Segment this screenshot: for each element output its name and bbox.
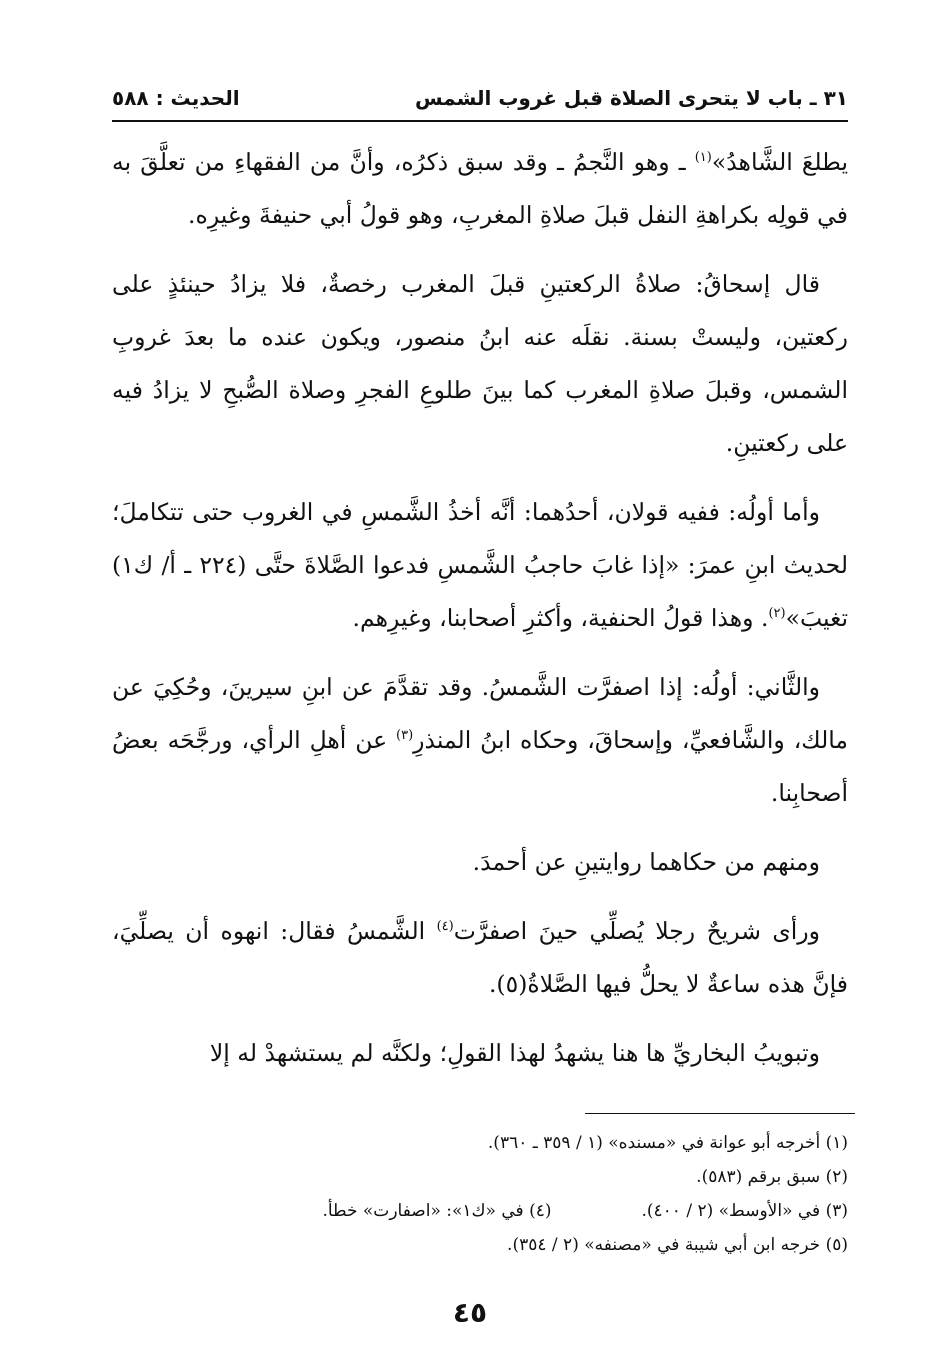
paragraph-1: يطلعَ الشَّاهدُ»$^{(١)}$ ـ وهو النَّجمُ ـ وقد سبق ذكرُه، وأنَّ من الفقهاءِ من تعلَّقَ به في قولِه بكراهةِ النفل قبلَ صلاةِ المغربِ، وهو قولُ أبي حنيفةَ وغيرِه. [112, 148, 848, 229]
page-number: ٤٥ [452, 1296, 488, 1329]
paragraph-3: وأما أولُه: ففيه قولان، أحدُهما: أنَّه أخذُ الشَّمسِ في الغروب حتى تتكاملَ؛ لحديث ابنِ عمرَ: «إذا غابَ حاجبُ الشَّمسِ فدعوا الصَّلاةَ حتَّى (٢٢٤ ـ أ/ ك١) تغيبَ»$^{(٢)}$. وهذا قولُ الحنفية، وأكثرِ أصحابنا، وغيرِهم. [112, 498, 848, 632]
footnote-rule [585, 1113, 855, 1114]
footnote-2: (٢) سبق برقم (٥٨٣). [696, 1167, 848, 1187]
running-header [112, 86, 848, 114]
paragraph-5: ومنهم من حكاهما روايتينِ عن أحمدَ. [472, 848, 820, 876]
paragraph-4: والثَّاني: أولُه: إذا اصفرَّت الشَّمسُ. وقد تقدَّمَ عن ابنِ سيرينَ، وحُكِيَ عن مالك، والشَّافعيِّ، وإسحاقَ، وحكاه ابنُ المنذرِ$^{(٣)}$ عن أهلِ الرأي، ورجَّحَه بعضُ أصحابِنا. [112, 673, 848, 807]
footnote-3: (٣) في «الأوسط» (٢ / ٤٠٠). [641, 1201, 848, 1221]
paragraph-2: قال إسحاقُ: صلاةُ الركعتينِ قبلَ المغرب رخصةٌ، فلا يزادُ حينئذٍ على ركعتين، وليستْ بسنة. نقلَه عنه ابنُ منصور، ويكون عنده ما بعدَ غروبِ الشمس، وقبلَ صلاةِ المغرب كما بينَ طلوعِ الفجرِ وصلاة الصُّبحِ لا يزادُ فيه على ركعتينِ. [112, 270, 848, 457]
footnote-ref-4: (٤) [436, 919, 454, 935]
footnote-ref-1: (١) [694, 150, 712, 166]
header-rule [112, 120, 848, 122]
paragraph-6: ورأى شريحٌ رجلا يُصلِّي حينَ اصفرَّت$^{(٤)}$ الشَّمسُ فقال: انهوه أن يصلِّيَ، فإنَّ هذه ساعةٌ لا يحلُّ فيها الصَّلاةُ(٥). [112, 917, 848, 998]
chapter-title: ٣١ ـ باب لا يتحرى الصلاة قبل غروب الشمس [414, 86, 848, 110]
footnote-1: (١) أخرجه أبو عوانة في «مسنده» (١ / ٣٥٩ ـ ٣٦٠). [487, 1133, 848, 1153]
footnote-ref-3: (٣) [396, 728, 414, 744]
footnotes [112, 1126, 848, 1262]
footnote-5: (٥) خرجه ابن أبي شيبة في «مصنفه» (٢ / ٣٥٤). [507, 1235, 848, 1255]
footnote-4: (٤) في «ك١»: «اصفارت» خطأ. [322, 1201, 552, 1221]
footnote-row [112, 1194, 848, 1228]
paragraph-7: وتبويبُ البخاريِّ ها هنا يشهدُ لهذا القولِ؛ ولكنَّه لم يستشهدْ له إلا [209, 1039, 820, 1067]
footnote-ref-2: (٢) [768, 606, 786, 622]
main-text [112, 136, 848, 1096]
hadith-number: الحديث : ٥٨٨ [112, 86, 240, 110]
